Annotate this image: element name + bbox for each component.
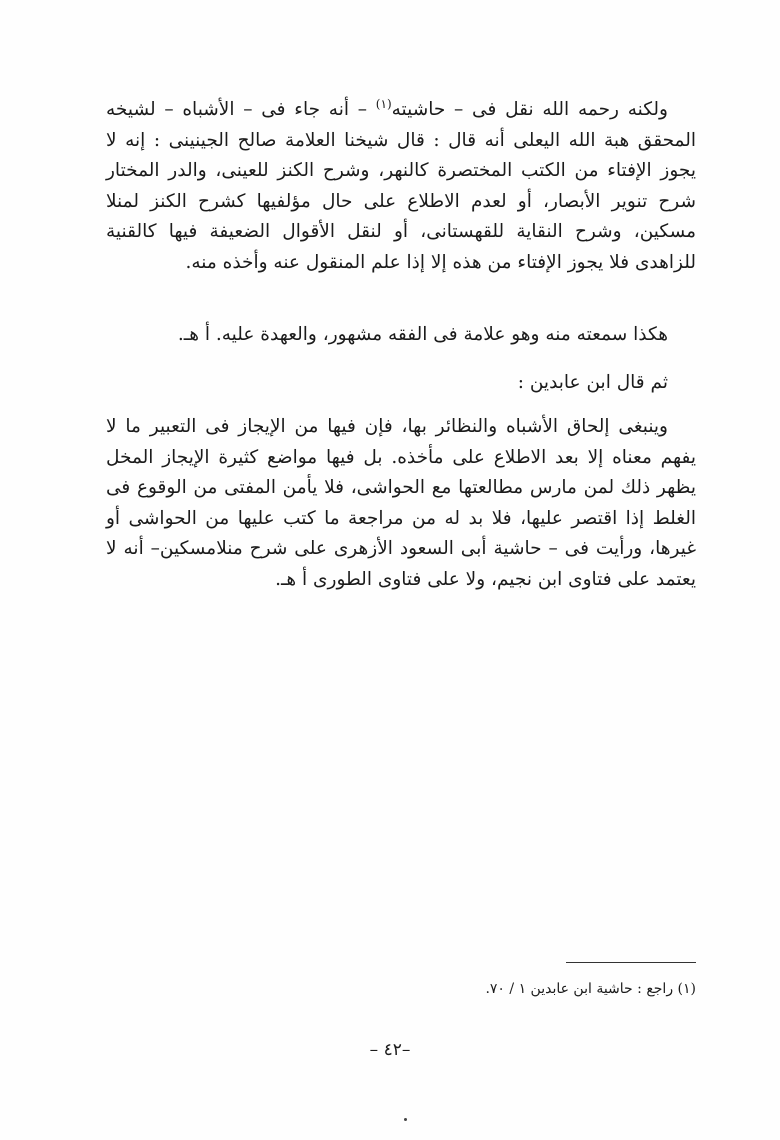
paragraph-lead-text: ولكنه رحمه الله نقل فى – حاشيته — [391, 99, 668, 120]
paragraph-quote-ashbah — [106, 95, 696, 278]
paragraph-text: هكذا سمعته منه وهو علامة فى الفقه مشهور، والعهدة عليه. أ هـ. — [177, 324, 668, 345]
paragraph-text: ثم قال ابن عابدين : — [517, 372, 668, 393]
paragraph-closing-quote — [106, 320, 696, 351]
paragraph-ibn-abidin-intro — [106, 368, 696, 399]
scan-speck — [404, 1118, 407, 1121]
paragraph-text: وينبغى إلحاق الأشباه والنظائر بها، فإن فيها من الإيجاز فى التعبير ما لا يفهم معناه إلا بعد الاطلاع على مأخذه. بل فيها مواضع كثيرة الإيجاز المخل يظهر ذلك لمن مارس مطالعتها مع الحواشى، فلا يأمن المفتى من الوقوع فى الغلط إذا اقتصر عليها، فلا بد له من مراجعة ما كتب عليها من الحواشى أو غيرها، ورأيت فى – حاشية أبى السعود الأزهرى على شرح منلامسكين– أنه لا يعتمد على فتاوى ابن نجيم، ولا على فتاوى الطورى أ هـ. — [106, 416, 696, 590]
paragraph-continuation-text: – أنه جاء فى – الأشباه – لشيخه المحقق هبة الله اليعلى أنه قال : قال شيخنا العلامة صالح الجينينى : إنه لا يجوز الإفتاء من الكتب المختصرة كالنهر، وشرح الكنز للعينى، والدر المختار شرح تنوير الأبصار، أو لعدم الاطلاع على حال مؤلفيها كشرح الكنز لمنلا مسكين، وشرح النقاية للقهستانى، أو لنقل الأقوال الضعيفة فيها كالقنية للزاهدى فلا يجوز الإفتاء من هذه إلا إذا علم المنقول عنه وأخذه منه. — [106, 99, 696, 273]
footnote-reference-marker[interactable]: (١) — [375, 96, 392, 111]
page-number: –٤٢ – — [369, 1040, 411, 1060]
footnote: (١) راجع : حاشية ابن عابدين ١ / ٧٠. — [485, 981, 696, 997]
paragraph-text — [106, 95, 696, 278]
footnote-separator — [566, 962, 696, 963]
paragraph-ashbah-nazair — [106, 412, 696, 595]
